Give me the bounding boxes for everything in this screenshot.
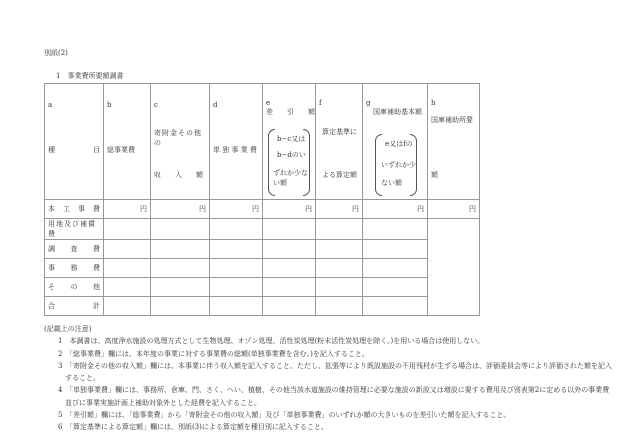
header-label: 国庫補助基本額	[373, 108, 422, 116]
expense-table	[44, 83, 480, 316]
note: b−c又は	[277, 135, 306, 143]
cell-b: 円	[104, 200, 151, 219]
header-label: 単 独 事 業 費	[213, 146, 257, 154]
header-d	[210, 84, 263, 200]
form-id: 別紙(2)	[44, 49, 68, 57]
note: い額	[273, 179, 287, 187]
note: ない額	[381, 179, 402, 187]
header-b	[104, 84, 151, 200]
letter: g	[366, 99, 371, 107]
note-item: 3 「寄附金その他の収入額」欄には、本事業に伴う収入額を記入すること。ただし、拡張等により既設施設の不用残材が生ずる場合は、評価委員会等により評価された額を記入	[58, 361, 612, 370]
row-label: 本 工 事 費	[45, 200, 104, 219]
note: ずれか少な	[273, 169, 308, 177]
letter: b	[107, 101, 112, 109]
cell-f: 円	[316, 200, 363, 219]
note: いずれか少	[381, 161, 416, 169]
header-label: 額	[431, 171, 438, 179]
header-a	[45, 84, 104, 200]
note-item: 2 「総事業費」欄には、本年度の事業に対する事業費の総額(単独事業費を含む。)を記入すること。	[58, 349, 369, 358]
letter: e	[266, 99, 271, 107]
row-label: 用地及び補償費	[45, 219, 104, 240]
cell-h: 円	[428, 200, 480, 219]
cell-c	[151, 219, 210, 240]
letter: d	[213, 101, 218, 109]
note-item: 4 「単独事業費」欄には、事務所、倉庫、門、さく、へい、植樹、その他当該水道施設の維持管理に必要な施設の新設又は増設に要する費用及び別表第2に定める以外の事業費	[58, 386, 610, 395]
header-g	[363, 84, 428, 200]
header-label: 算定基準に	[322, 128, 357, 136]
table-row	[45, 278, 480, 297]
table-row	[45, 240, 480, 259]
letter: c	[154, 101, 158, 109]
cell-g	[363, 219, 428, 240]
note-item: 5 「差引額」欄には、「総事業費」から「寄附金その他の収入額」及び「単独事業費」のいずれか額の大きいものを差引いた額を記入すること。	[58, 411, 511, 420]
letter: h	[431, 99, 436, 107]
table-row	[45, 259, 480, 278]
header-f	[316, 84, 363, 200]
header-c	[151, 84, 210, 200]
note-item: 並びに事業実施計画上補助対象外とした経費を記入すること。	[58, 398, 261, 407]
cell-h-merged	[428, 219, 480, 316]
header-label: 収 入 額	[154, 171, 203, 179]
header-label: よる算定額	[322, 171, 357, 179]
cell-e	[263, 219, 316, 240]
cell-c: 円	[151, 200, 210, 219]
note-item: 6 「算定基準による算定額」欄には、別紙(3)による算定額を種目別に記入すること。	[58, 423, 328, 432]
header-label: 総事業費	[107, 146, 135, 154]
header-label: 国庫補助所要	[431, 116, 473, 124]
cell-d: 円	[210, 200, 263, 219]
letter: a	[48, 101, 53, 109]
note-item: すること。	[58, 374, 100, 383]
cell-b	[104, 219, 151, 240]
row-label: そ の 他	[45, 278, 104, 297]
cell-d	[210, 219, 263, 240]
notes-title: (記載上の注意)	[44, 325, 92, 333]
section-title: 1 事業費所要額調書	[56, 72, 124, 80]
header-label: 寄附金その他の	[154, 129, 202, 147]
cell-e: 円	[263, 200, 316, 219]
table-row	[45, 200, 480, 219]
row-label: 事 務 費	[45, 259, 104, 278]
header-row	[45, 84, 480, 200]
header-h	[428, 84, 480, 200]
note-item: 1 本調書は、高度浄水施設の処理方式として生物処理、オゾン処理、活性炭処理(粉末活性炭処理を除く。)を用いる場合は使用しない。	[58, 337, 485, 346]
cell-g: 円	[363, 200, 428, 219]
table-row	[45, 219, 480, 240]
notes-section	[44, 323, 612, 434]
header-label: 差 引 額	[266, 108, 315, 116]
header-label: 種 目	[48, 146, 100, 154]
letter: f	[319, 99, 322, 107]
cell-f	[316, 219, 363, 240]
row-label: 合 計	[45, 297, 104, 316]
row-label: 調 査 費	[45, 240, 104, 259]
note: e又はfの	[385, 140, 413, 148]
header-e	[263, 84, 316, 200]
note: b−dのい	[277, 151, 306, 159]
table-row	[45, 297, 480, 316]
